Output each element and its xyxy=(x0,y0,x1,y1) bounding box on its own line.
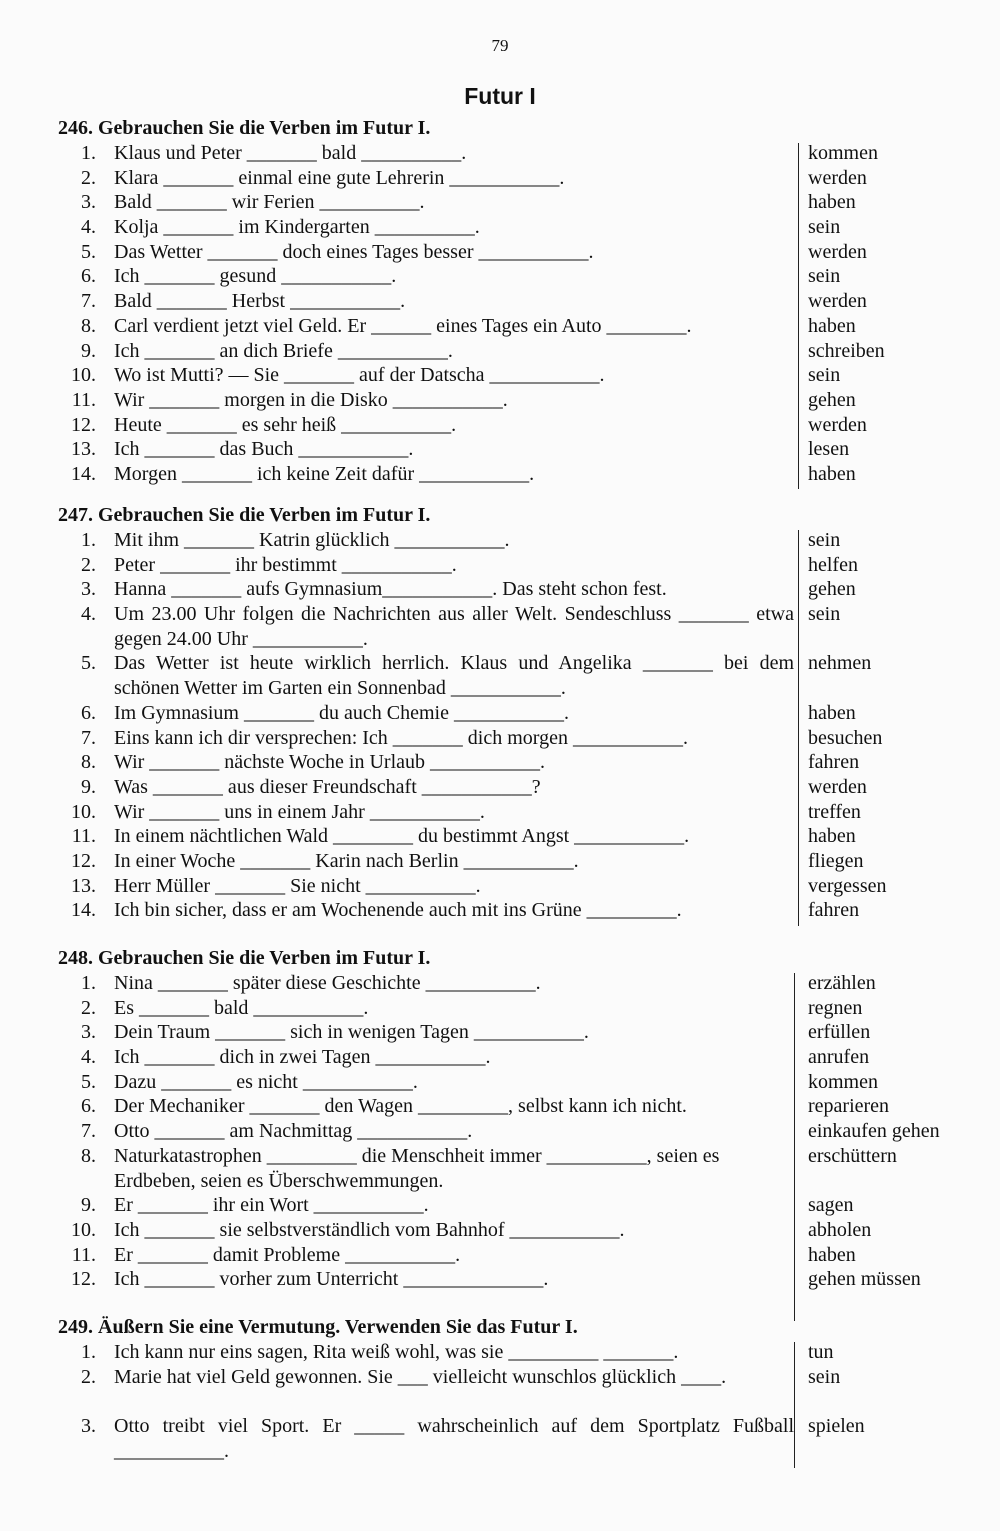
item-number: 10. xyxy=(71,364,96,387)
exercise-item xyxy=(58,339,968,364)
exercise-item xyxy=(58,750,968,775)
item-number: 2. xyxy=(81,166,96,189)
item-verb: werden xyxy=(808,775,867,798)
item-sentence: Wir _______ uns in einem Jahr ___________. xyxy=(114,800,485,823)
item-verb: lesen xyxy=(808,438,850,461)
item-number: 12. xyxy=(71,849,96,872)
column-divider xyxy=(798,143,799,489)
exercise-item xyxy=(58,190,968,215)
column-divider xyxy=(794,1342,795,1468)
item-verb: haben xyxy=(808,1243,856,1266)
item-verb: haben xyxy=(808,191,856,214)
exercise-item xyxy=(58,437,968,462)
exercise-heading: 248. Gebrauchen Sie die Verben im Futur I. xyxy=(58,947,431,969)
item-number: 8. xyxy=(81,1144,96,1167)
item-verb: schreiben xyxy=(808,339,885,362)
exercise-item xyxy=(58,1070,968,1095)
item-number: 6. xyxy=(81,1095,96,1118)
item-number: 9. xyxy=(81,339,96,362)
item-verb: einkaufen gehen xyxy=(808,1120,940,1143)
item-verb: gehen xyxy=(808,578,856,601)
exercise-item xyxy=(58,1193,968,1218)
item-verb: sein xyxy=(808,265,841,288)
item-sentence: Kolja _______ im Kindergarten __________. xyxy=(114,216,480,239)
item-verb: helfen xyxy=(808,553,858,576)
exercise-item xyxy=(58,1414,968,1463)
item-sentence: Otto treibt viel Sport. Er _____ wahrscheinlich auf dem Sportplatz Fußball ___________. xyxy=(114,1415,794,1462)
item-sentence: Ich bin sicher, dass er am Wochenende auch mit ins Grüne _________. xyxy=(114,899,682,922)
item-verb: treffen xyxy=(808,800,861,823)
item-verb: regnen xyxy=(808,996,863,1019)
exercise-item xyxy=(58,701,968,726)
exercise-item xyxy=(58,602,968,651)
item-sentence: Otto _______ am Nachmittag ___________. xyxy=(114,1120,473,1143)
item-number: 13. xyxy=(71,438,96,461)
item-verb: vergessen xyxy=(808,874,887,897)
exercise-heading: 247. Gebrauchen Sie die Verben im Futur I. xyxy=(58,504,431,526)
exercise-item xyxy=(58,413,968,438)
item-number: 4. xyxy=(81,216,96,239)
exercise-item xyxy=(58,1340,968,1365)
exercise-246 xyxy=(58,115,968,487)
item-number: 6. xyxy=(81,265,96,288)
item-sentence: Morgen _______ ich keine Zeit dafür ___________. xyxy=(114,462,535,485)
item-number: 10. xyxy=(71,800,96,823)
item-sentence: Ich kann nur eins sagen, Rita weiß wohl, was sie _________ _______. xyxy=(114,1341,679,1363)
item-sentence: In einer Woche _______ Karin nach Berlin ___________. xyxy=(114,849,579,872)
exercise-item xyxy=(58,577,968,602)
item-verb: tun xyxy=(808,1341,834,1363)
item-number: 8. xyxy=(81,314,96,337)
item-number: 3. xyxy=(81,191,96,214)
item-number: 9. xyxy=(81,775,96,798)
item-sentence: Er _______ damit Probleme ___________. xyxy=(114,1243,461,1266)
exercise-item xyxy=(58,289,968,314)
item-sentence: Bald _______ wir Ferien __________. xyxy=(114,191,425,214)
item-sentence: Er _______ ihr ein Wort ___________. xyxy=(114,1194,429,1217)
exercise-item xyxy=(58,775,968,800)
item-sentence: Ich _______ vorher zum Unterricht ______________. xyxy=(114,1268,549,1291)
item-verb: abholen xyxy=(808,1218,872,1241)
item-verb: spielen xyxy=(808,1415,865,1438)
item-number: 13. xyxy=(71,874,96,897)
exercise-item xyxy=(58,240,968,265)
item-verb: gehen müssen xyxy=(808,1268,921,1291)
item-number: 2. xyxy=(81,996,96,1019)
item-sentence: Klaus und Peter _______ bald __________. xyxy=(114,142,467,164)
item-number: 11. xyxy=(71,825,96,848)
exercise-item xyxy=(58,1218,968,1243)
item-number: 2. xyxy=(81,553,96,576)
item-sentence: Eins kann ich dir versprechen: Ich _______ dich morgen ___________. xyxy=(114,726,688,749)
item-sentence: Herr Müller _______ Sie nicht ___________. xyxy=(114,874,481,897)
item-sentence: Carl verdient jetzt viel Geld. Er ______ eines Tages ein Auto ________. xyxy=(114,314,692,337)
item-sentence: Es _______ bald ___________. xyxy=(114,996,369,1019)
item-verb: werden xyxy=(808,413,867,436)
item-verb: fahren xyxy=(808,899,860,922)
item-verb: haben xyxy=(808,701,856,724)
item-verb: haben xyxy=(808,825,856,848)
item-sentence: In einem nächtlichen Wald ________ du bestimmt Angst ___________. xyxy=(114,825,690,848)
exercise-item xyxy=(58,363,968,388)
item-verb: sein xyxy=(808,529,841,551)
item-verb: werden xyxy=(808,166,867,189)
item-number: 8. xyxy=(81,751,96,774)
item-verb: besuchen xyxy=(808,726,883,749)
item-sentence: Ich _______ sie selbstverständlich vom Bahnhof ___________. xyxy=(114,1218,625,1241)
item-number: 11. xyxy=(71,388,96,411)
item-sentence: Peter _______ ihr bestimmt ___________. xyxy=(114,553,457,576)
exercise-item xyxy=(58,996,968,1021)
item-sentence: Ich _______ an dich Briefe ___________. xyxy=(114,339,453,362)
page-number: 79 xyxy=(491,36,509,55)
item-verb: haben xyxy=(808,462,856,485)
exercise-item xyxy=(58,1267,968,1292)
exercise-heading: 249. Äußern Sie eine Vermutung. Verwenden Sie das Futur I. xyxy=(58,1316,578,1338)
item-number: 14. xyxy=(71,899,96,922)
item-number: 5. xyxy=(81,1070,96,1093)
exercise-item xyxy=(58,800,968,825)
item-number: 3. xyxy=(81,578,96,601)
exercise-item xyxy=(58,1243,968,1268)
item-sentence: Wir _______ nächste Woche in Urlaub ___________. xyxy=(114,751,546,774)
item-sentence: Um 23.00 Uhr folgen die Nachrichten aus aller Welt. Sendeschluss _______ etwa gegen 24.00 Uhr ___________. xyxy=(114,603,794,650)
item-sentence: Das Wetter _______ doch eines Tages besser ___________. xyxy=(114,240,594,263)
item-verb: fahren xyxy=(808,751,860,774)
item-number: 2. xyxy=(81,1365,96,1388)
item-sentence: Was _______ aus dieser Freundschaft ___________? xyxy=(114,775,541,798)
item-sentence: Wo ist Mutti? — Sie _______ auf der Datscha ___________. xyxy=(114,364,605,387)
exercise-item xyxy=(58,314,968,339)
item-number: 4. xyxy=(81,1046,96,1069)
exercise-249 xyxy=(58,1314,968,1463)
item-number: 10. xyxy=(71,1218,96,1241)
exercise-item xyxy=(58,1094,968,1119)
exercise-item xyxy=(58,1119,968,1144)
item-number: 1. xyxy=(81,1341,96,1363)
item-verb: reparieren xyxy=(808,1095,890,1118)
item-number: 11. xyxy=(71,1243,96,1266)
item-sentence: Mit ihm _______ Katrin glücklich ___________. xyxy=(114,529,510,551)
item-number: 3. xyxy=(81,1021,96,1044)
column-divider xyxy=(798,530,799,926)
exercise-heading: 246. Gebrauchen Sie die Verben im Futur I. xyxy=(58,117,431,139)
exercise-item xyxy=(58,651,968,700)
exercise-item xyxy=(58,166,968,191)
item-number: 7. xyxy=(81,290,96,313)
exercise-item xyxy=(58,264,968,289)
item-verb: nehmen xyxy=(808,652,872,675)
exercise-item xyxy=(58,971,968,996)
column-divider xyxy=(794,973,795,1321)
page-title: Futur I xyxy=(464,83,536,109)
item-verb: kommen xyxy=(808,142,878,164)
item-verb: haben xyxy=(808,314,856,337)
item-verb: sein xyxy=(808,216,841,239)
exercise-item xyxy=(58,1045,968,1070)
exercise-item xyxy=(58,726,968,751)
item-number: 9. xyxy=(81,1194,96,1217)
item-verb: werden xyxy=(808,290,867,313)
item-sentence: Im Gymnasium _______ du auch Chemie ___________. xyxy=(114,701,569,724)
exercise-item xyxy=(58,1144,968,1193)
item-number: 12. xyxy=(71,413,96,436)
exercise-item xyxy=(58,141,968,166)
item-number: 7. xyxy=(81,1120,96,1143)
exercise-item xyxy=(58,874,968,899)
exercise-item xyxy=(58,553,968,578)
item-sentence: Hanna _______ aufs Gymnasium___________. Das steht schon fest. xyxy=(114,578,667,601)
exercise-item xyxy=(58,1020,968,1045)
exercise-item xyxy=(58,528,968,553)
item-verb: erschüttern xyxy=(808,1144,897,1167)
item-verb: erzählen xyxy=(808,972,876,994)
exercise-item xyxy=(58,898,968,923)
item-sentence: Das Wetter ist heute wirklich herrlich. Klaus und Angelika _______ bei dem schönen Wetter im Garten ein Sonnenbad ___________. xyxy=(114,652,794,700)
item-sentence: Dazu _______ es nicht ___________. xyxy=(114,1070,418,1093)
item-verb: sein xyxy=(808,1365,841,1388)
item-verb: erfüllen xyxy=(808,1021,871,1044)
item-number: 3. xyxy=(81,1415,96,1438)
item-number: 1. xyxy=(81,972,96,994)
item-verb: anrufen xyxy=(808,1046,870,1069)
item-number: 1. xyxy=(81,142,96,164)
item-sentence: Marie hat viel Geld gewonnen. Sie ___ vielleicht wunschlos glücklich ____. xyxy=(114,1365,727,1388)
exercise-item xyxy=(58,824,968,849)
item-verb: werden xyxy=(808,240,867,263)
item-sentence: Wir _______ morgen in die Disko ___________. xyxy=(114,388,508,411)
item-sentence: Ich _______ dich in zwei Tagen ___________. xyxy=(114,1046,491,1069)
item-number: 6. xyxy=(81,701,96,724)
exercise-item xyxy=(58,849,968,874)
item-sentence: Klara _______ einmal eine gute Lehrerin ___________. xyxy=(114,166,565,189)
item-sentence: Der Mechaniker _______ den Wagen _________, selbst kann ich nicht. xyxy=(114,1095,687,1118)
exercise-248 xyxy=(58,945,968,1292)
item-sentence: Nina _______ später diese Geschichte ___________. xyxy=(114,972,541,994)
item-number: 4. xyxy=(81,603,96,626)
item-sentence: Dein Traum _______ sich in wenigen Tagen ___________. xyxy=(114,1021,589,1044)
item-verb: gehen xyxy=(808,388,856,411)
item-sentence: Ich _______ das Buch ___________. xyxy=(114,438,414,461)
item-sentence: Naturkatastrophen _________ die Menschheit immer __________, seien es Erdbeben, seien es Überschwemmungen. xyxy=(114,1144,720,1192)
exercise-item xyxy=(58,215,968,240)
item-sentence: Bald _______ Herbst ___________. xyxy=(114,290,406,313)
exercise-item xyxy=(58,388,968,413)
exercise-247 xyxy=(58,502,968,923)
item-number: 14. xyxy=(71,462,96,485)
item-verb: kommen xyxy=(808,1070,878,1093)
exercise-item xyxy=(58,1365,968,1414)
item-number: 7. xyxy=(81,726,96,749)
item-verb: sagen xyxy=(808,1194,854,1217)
item-number: 12. xyxy=(71,1268,96,1291)
item-number: 5. xyxy=(81,240,96,263)
item-verb: sein xyxy=(808,603,841,626)
item-number: 1. xyxy=(81,529,96,551)
item-number: 5. xyxy=(81,652,96,675)
item-sentence: Ich _______ gesund ___________. xyxy=(114,265,397,288)
item-verb: fliegen xyxy=(808,849,864,872)
exercise-item xyxy=(58,462,968,487)
item-verb: sein xyxy=(808,364,841,387)
item-sentence: Heute _______ es sehr heiß ___________. xyxy=(114,413,457,436)
